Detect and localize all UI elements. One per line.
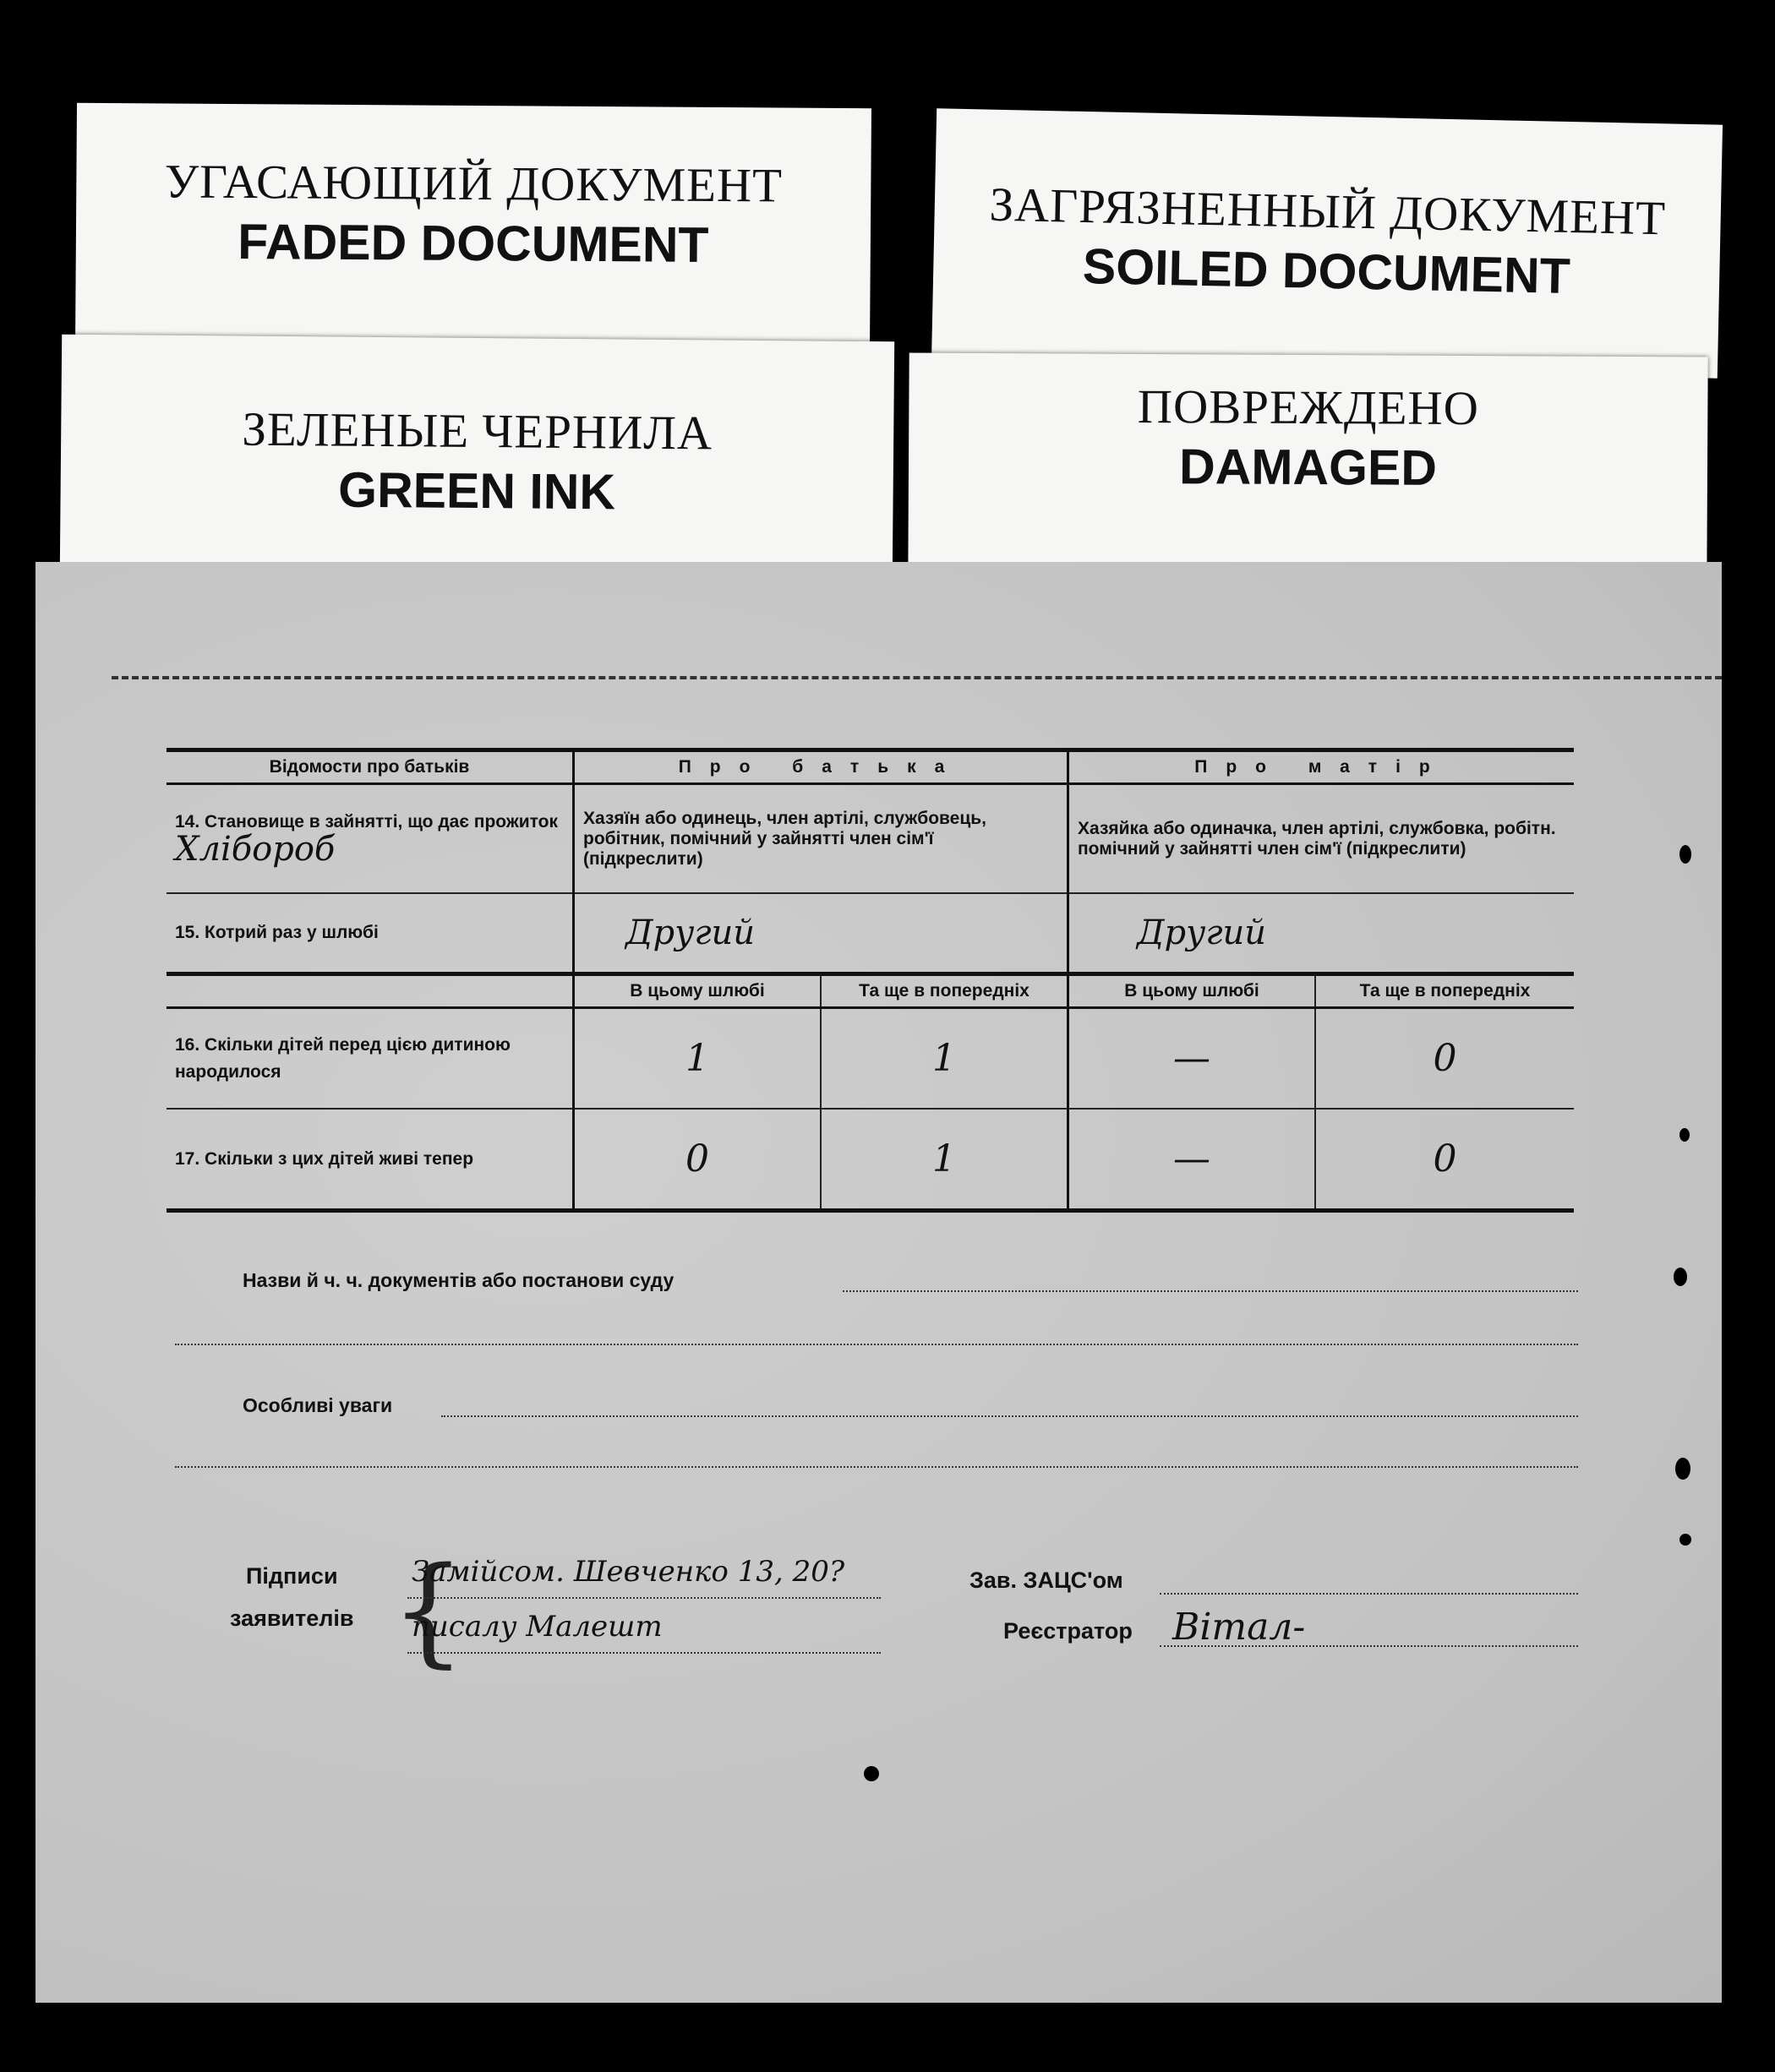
label-card-faded xyxy=(75,103,871,354)
q14-father-options: Хазяїн або одинець, член артілі, службовець, робітник, помічний у зайнятті член сім'ї (підкреслити) xyxy=(574,784,1068,894)
row-15 xyxy=(167,893,1574,974)
documents-label: Назви й ч. ч. документів або постанови суду xyxy=(243,1269,674,1291)
q16-father-prev: 1 xyxy=(821,1008,1068,1110)
q16-father-this: 1 xyxy=(574,1008,822,1110)
row-14 xyxy=(167,784,1574,894)
q15-father: Другий xyxy=(574,893,1068,974)
registrar-line xyxy=(1160,1645,1578,1647)
signers-label-1: Підписи xyxy=(245,1563,338,1589)
q14-mother-options: Хазяйка або одиначка, член артілі, службовка, робітн. помічний у зайнятті член сім'ї (підкреслити) xyxy=(1068,784,1575,894)
q17-label: 17. Скільки з цих дітей живі тепер xyxy=(175,1148,474,1169)
subheader-row xyxy=(167,974,1574,1008)
label-en: DAMAGED xyxy=(1178,439,1438,496)
head-line xyxy=(1160,1593,1578,1595)
registrar-label: Реєстратор xyxy=(1003,1618,1133,1644)
notes-line xyxy=(441,1415,1578,1417)
document-sheet xyxy=(36,562,1722,2003)
perforation-line xyxy=(112,676,1722,679)
label-ru: ПОВРЕЖДЕНО xyxy=(1137,379,1480,436)
row-16 xyxy=(167,1008,1574,1110)
header-mother: Про матір xyxy=(1068,750,1575,784)
binding-hole xyxy=(1679,1128,1690,1142)
documents-line-2 xyxy=(175,1344,1578,1345)
label-en: SOILED DOCUMENT xyxy=(1082,237,1571,305)
head-label: Зав. ЗАЦС'ом xyxy=(969,1568,1123,1593)
documents-line xyxy=(843,1290,1578,1292)
father-this-marriage-header: В цьому шлюбі xyxy=(574,974,822,1008)
label-ru: ЗАГРЯЗНЕННЫЙ ДОКУМЕНТ xyxy=(988,177,1667,246)
q14-label: 14. Становище в зайнятті, що дає прожиток xyxy=(175,812,558,832)
q16-mother-this: — xyxy=(1068,1008,1316,1110)
label-en: GREEN INK xyxy=(337,461,616,521)
binding-hole xyxy=(1679,1534,1691,1546)
table-header-row xyxy=(167,750,1574,784)
signers-brace: { xyxy=(390,1542,467,1680)
signers-label-2: заявителів xyxy=(230,1606,354,1631)
label-ru: УГАСАЮЩИЙ ДОКУМЕНТ xyxy=(164,155,784,213)
notes-line-2 xyxy=(175,1466,1578,1468)
signer-line-1: Замійсом. Шевченко 13, 20? xyxy=(412,1555,845,1589)
q17-father-prev: 1 xyxy=(821,1109,1068,1211)
q16-label: 16. Скільки дітей перед цією дитиною народилося xyxy=(175,1034,511,1082)
notes-label: Особливі уваги xyxy=(243,1394,393,1416)
q14-handwritten: Хлібороб xyxy=(175,830,336,869)
father-previous-header: Та ще в попередніх xyxy=(821,974,1068,1008)
binding-hole xyxy=(1679,845,1691,864)
binding-hole xyxy=(1675,1458,1690,1480)
row-17 xyxy=(167,1109,1574,1211)
signers-label xyxy=(230,1555,354,1639)
header-parents-info: Відомости про батьків xyxy=(167,750,574,784)
label-card-green-ink xyxy=(60,335,894,579)
mother-previous-header: Та ще в попередніх xyxy=(1315,974,1574,1008)
q15-label: 15. Котрий раз у шлюбі xyxy=(175,923,379,942)
signer-line-1-rule xyxy=(407,1597,881,1599)
q17-father-this: 0 xyxy=(574,1109,822,1211)
signer-line-2: писалу Малешт xyxy=(412,1610,663,1644)
q17-mother-this: — xyxy=(1068,1109,1316,1211)
q15-mother: Другий xyxy=(1068,893,1575,974)
header-father: Про батька xyxy=(574,750,1068,784)
q17-mother-prev: 0 xyxy=(1315,1109,1574,1211)
parents-info-table xyxy=(167,748,1574,1213)
label-card-damaged xyxy=(908,353,1707,586)
label-ru: ЗЕЛЕНЫЕ ЧЕРНИЛА xyxy=(242,402,713,461)
binding-hole xyxy=(1674,1268,1687,1286)
label-card-soiled xyxy=(931,108,1723,378)
registrar-signature: Вітал- xyxy=(1172,1606,1306,1649)
mother-this-marriage-header: В цьому шлюбі xyxy=(1068,974,1316,1008)
q16-mother-prev: 0 xyxy=(1315,1008,1574,1110)
ink-spot xyxy=(864,1766,879,1781)
label-en: FADED DOCUMENT xyxy=(238,214,709,273)
signer-line-2-rule xyxy=(407,1652,881,1654)
